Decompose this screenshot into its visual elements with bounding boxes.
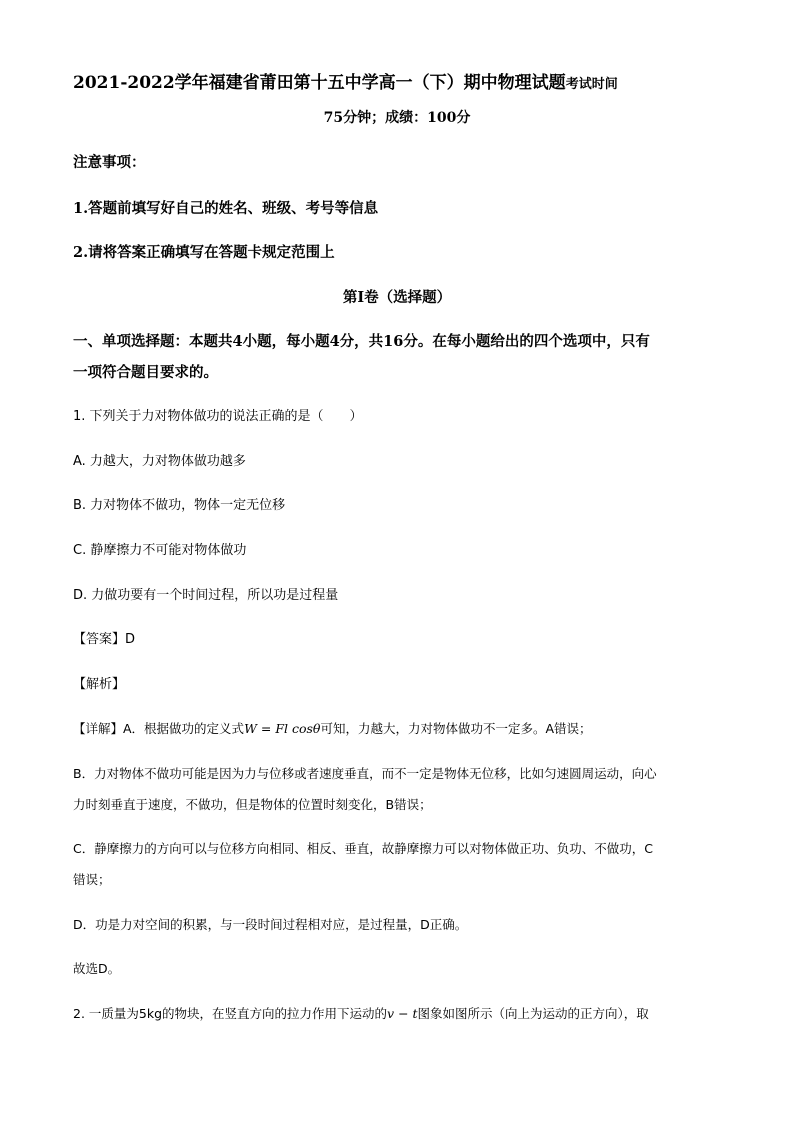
work-formula: W = Fl cosθ bbox=[244, 721, 321, 736]
question-1-detail-d: D．功是力对空间的积累，与一段时间过程相对应，是过程量，D正确。 bbox=[73, 917, 468, 932]
question-1-option-c: C. 静摩擦力不可能对物体做功 bbox=[73, 543, 247, 558]
question-1-conclusion: 故选D。 bbox=[73, 961, 121, 976]
question-1-detail-c-line2: 错误； bbox=[73, 872, 111, 887]
question-1-option-a: A. 力越大，力对物体做功越多 bbox=[73, 454, 246, 469]
volume-heading: 第I卷（选择题） bbox=[342, 289, 452, 306]
question-1-option-d: D. 力做功要有一个时间过程，所以功是过程量 bbox=[73, 588, 339, 603]
q2-stem-suffix: 图象如图所示（向上为运动的正方向），取 bbox=[417, 1006, 649, 1021]
question-1-detail-c-line1: C．静摩擦力的方向可以与位移方向相同、相反、垂直，故静摩擦力可以对物体做正功、负功、不做功，C bbox=[73, 841, 653, 856]
exam-info: 75分钟；成绩：100分 bbox=[323, 110, 471, 126]
section-1-instructions-line1: 一、单项选择题：本题共4小题，每小题4分，共16分。在每小题给出的四个选项中，只有 bbox=[73, 333, 650, 350]
title-main: 2021-2022学年福建省莆田第十五中学高一（下）期中物理试题 bbox=[73, 73, 566, 93]
question-1-answer: 【答案】D bbox=[73, 632, 136, 647]
vt-formula: v − t bbox=[387, 1006, 418, 1021]
question-1-analysis-label: 【解析】 bbox=[73, 677, 126, 692]
detail-a-suffix: 可知，力越大，力对物体做功不一定多。A错误； bbox=[320, 721, 592, 736]
question-1-option-b: B. 力对物体不做功，物体一定无位移 bbox=[73, 498, 286, 513]
note-1: 1.答题前填写好自己的姓名、班级、考号等信息 bbox=[73, 200, 379, 217]
page-title bbox=[73, 73, 774, 95]
section-1-instructions-line2: 一项符合题目要求的。 bbox=[73, 364, 218, 381]
question-1-detail-b-line1: B．力对物体不做功可能是因为力与位移或者速度垂直，而不一定是物体无位移，比如匀速圆周运动，向心 bbox=[73, 766, 657, 781]
notes-heading: 注意事项： bbox=[73, 154, 146, 171]
note-2: 2.请将答案正确填写在答题卡规定范围上 bbox=[73, 244, 335, 261]
question-2-stem bbox=[73, 1004, 721, 1024]
question-1-detail-a bbox=[73, 719, 721, 739]
question-1-stem: 1. 下列关于力对物体做功的说法正确的是（ ） bbox=[73, 409, 363, 424]
title-tail: 考试时间 bbox=[565, 77, 618, 92]
detail-a-prefix: 【详解】A．根据做功的定义式 bbox=[73, 721, 245, 736]
q2-stem-prefix: 2. 一质量为5kg的物块，在竖直方向的拉力作用下运动的 bbox=[73, 1006, 388, 1021]
question-1-detail-b-line2: 力时刻垂直于速度，不做功，但是物体的位置时刻变化，B错误； bbox=[73, 797, 432, 812]
